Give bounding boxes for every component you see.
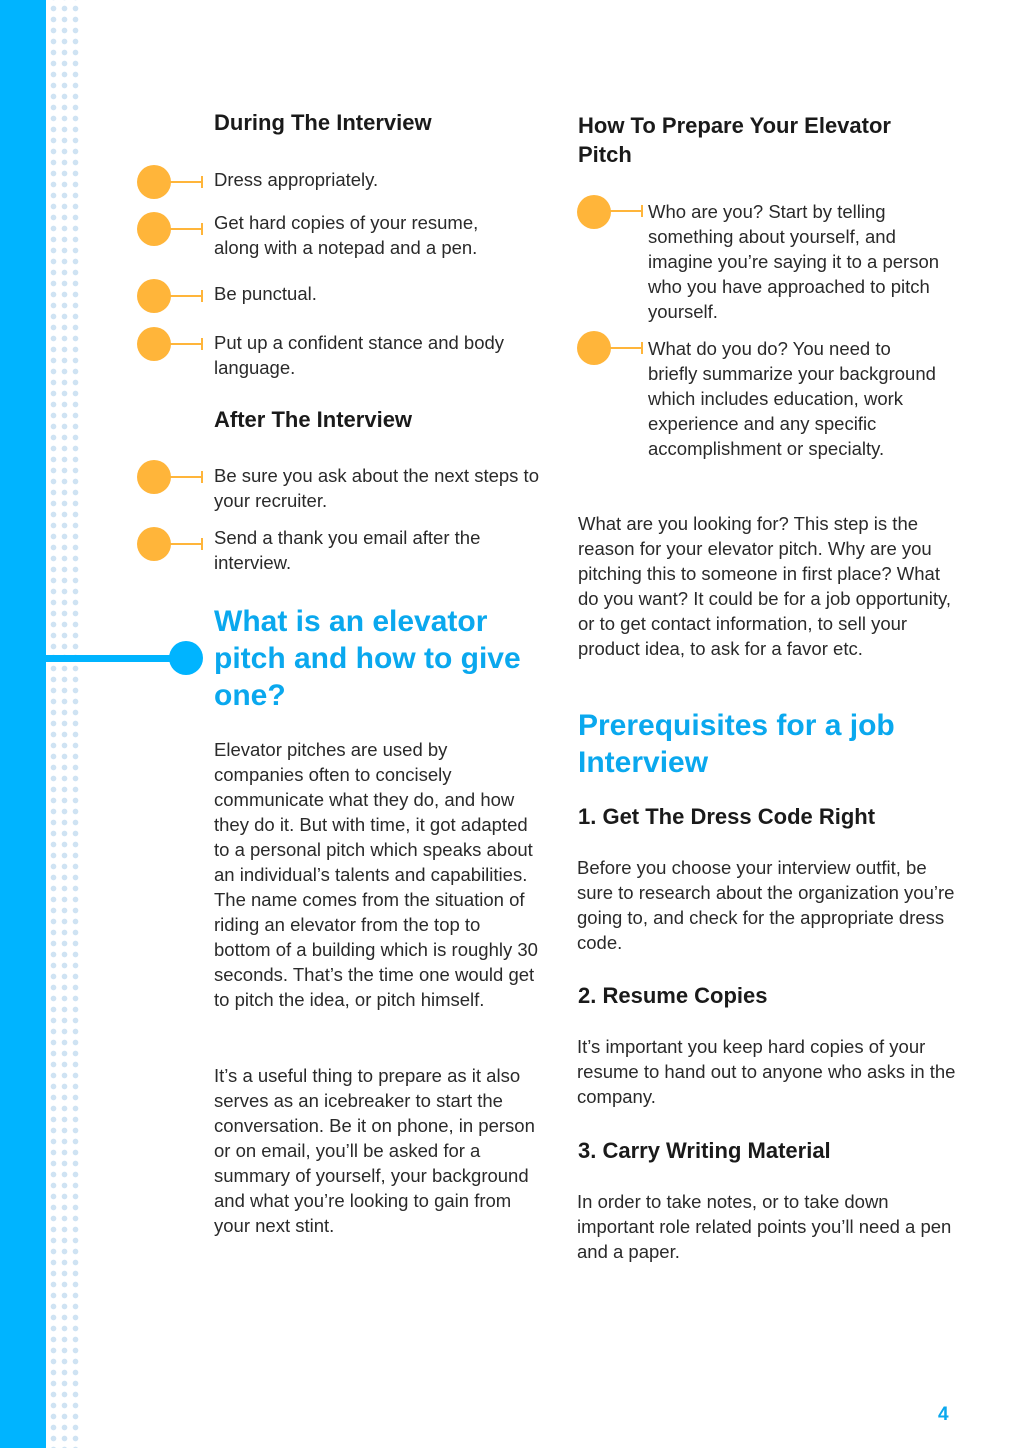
after-heading: After The Interview	[214, 407, 413, 432]
dot-pattern	[46, 0, 80, 1448]
section-marker-line	[46, 655, 186, 662]
prerequisite-title: 1. Get The Dress Code Right	[578, 804, 876, 829]
after-item: Be sure you ask about the next steps to your recruiter.	[214, 465, 539, 511]
prerequisite-text: Before you choose your interview outfit, be sure to research about the organization you’re going to, and check for the appropriate dress code.	[577, 857, 955, 953]
elevator-paragraph: It’s a useful thing to prepare as it also serves as an icebreaker to start the conversation. Be it on phone, in person or on email, you’ll be asked for a summary of yourself, your background and what you’re looking to gain from your next stint.	[214, 1065, 535, 1236]
during-item: Get hard copies of your resume, along with a notepad and a pen.	[214, 212, 479, 258]
prepare-heading: How To Prepare Your Elevator Pitch	[578, 113, 891, 167]
left-accent-bar	[0, 0, 46, 1448]
during-heading: During The Interview	[214, 110, 432, 135]
during-item: Put up a confident stance and body language.	[214, 332, 505, 378]
during-item: Dress appropriately.	[214, 169, 379, 190]
elevator-heading: What is an elevator pitch and how to give one?	[214, 605, 521, 712]
prerequisite-text: It’s important you keep hard copies of your resume to hand out to anyone who asks in the company.	[577, 1036, 956, 1107]
prerequisite-title: 2. Resume Copies	[578, 983, 768, 1008]
prerequisite-text: In order to take notes, or to take down important role related points you’ll need a pen and a paper.	[577, 1191, 952, 1262]
elevator-paragraph: Elevator pitches are used by companies often to concisely communicate what they do, and how they do it. But with time, it got adapted to a personal pitch which speaks about an individual’s talents and capabilities. The name comes from the situation of riding an elevator from the top to bottom of a building which is roughly 30 seconds. That’s the time one would get to pitch the idea, or pitch himself.	[214, 739, 538, 1010]
prepare-paragraph: What are you looking for? This step is the reason for your elevator pitch. Why are you pitching this to someone in first place? What do you want? It could be for a job opportunity, or to get contact information, to sell your product idea, to ask for a favor etc.	[578, 513, 951, 659]
after-item: Send a thank you email after the interview.	[214, 527, 481, 573]
prepare-item: What do you do? You need to briefly summarize your background which includes education, work experience and any specific accomplishment or specialty.	[648, 338, 936, 459]
section-marker-dot	[169, 641, 203, 675]
prerequisites-heading: Prerequisites for a job Interview	[578, 709, 895, 779]
prerequisite-title: 3. Carry Writing Material	[578, 1138, 831, 1163]
page-number: 4	[938, 1404, 949, 1425]
prepare-item: Who are you? Start by telling something about yourself, and imagine you’re saying it to a person who you have approached to pitch yourself.	[648, 201, 940, 322]
during-item: Be punctual.	[214, 283, 317, 304]
